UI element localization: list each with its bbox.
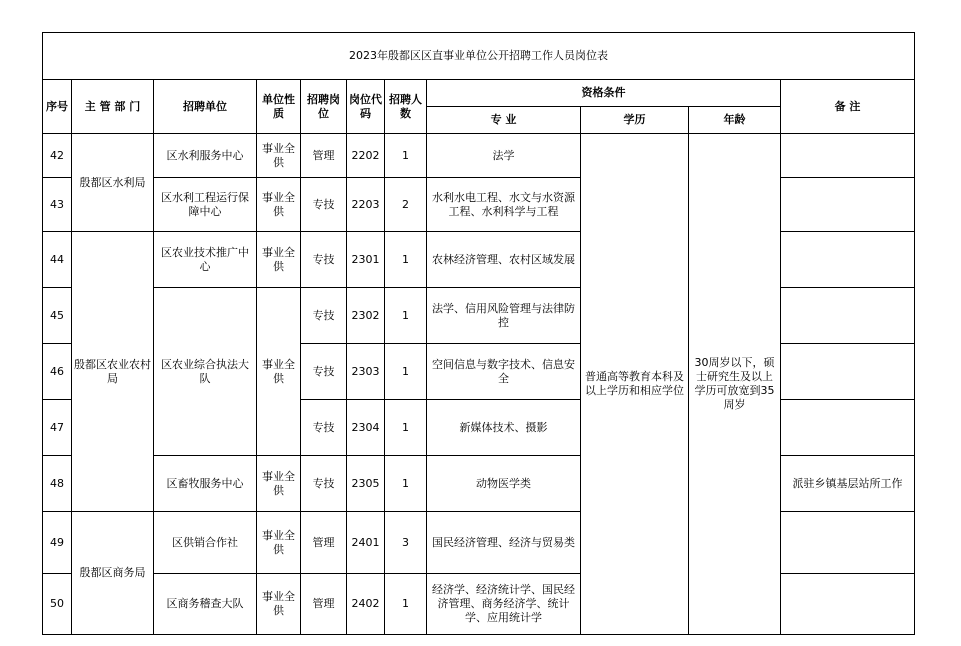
note-cell [781, 400, 915, 456]
code-cell: 2402 [347, 574, 385, 635]
table-row [43, 178, 915, 232]
count-cell: 2 [385, 178, 427, 232]
table-row [43, 134, 915, 178]
post-cell: 专技 [301, 288, 347, 344]
post-cell: 专技 [301, 344, 347, 400]
major-cell: 农林经济管理、农村区域发展 [427, 232, 581, 288]
header-code: 岗位代码 [347, 80, 385, 134]
code-cell: 2203 [347, 178, 385, 232]
major-cell: 经济学、经济统计学、国民经济管理、商务经济学、统计学、应用统计学 [427, 574, 581, 635]
count-cell: 1 [385, 344, 427, 400]
header-dept: 主 管 部 门 [72, 80, 154, 134]
note-cell [781, 134, 915, 178]
row-no: 48 [43, 456, 72, 512]
note-cell [781, 178, 915, 232]
table-title: 2023年殷都区区直事业单位公开招聘工作人员岗位表 [43, 33, 915, 80]
header-qual: 资格条件 [427, 80, 781, 107]
header-note: 备 注 [781, 80, 915, 134]
row-no: 44 [43, 232, 72, 288]
post-cell: 专技 [301, 400, 347, 456]
header-count: 招聘人数 [385, 80, 427, 134]
major-cell: 法学、信用风险管理与法律防控 [427, 288, 581, 344]
row-no: 50 [43, 574, 72, 635]
note-cell [781, 288, 915, 344]
post-cell: 管理 [301, 134, 347, 178]
table-row [43, 288, 915, 344]
header-seq: 序号 [43, 80, 72, 134]
note-cell [781, 574, 915, 635]
nature-cell: 事业全供 [257, 456, 301, 512]
count-cell: 1 [385, 134, 427, 178]
nature-cell: 事业全供 [257, 134, 301, 178]
nature-cell: 事业全供 [257, 574, 301, 635]
row-no: 47 [43, 400, 72, 456]
count-cell: 1 [385, 456, 427, 512]
header-age: 年龄 [689, 107, 781, 134]
unit-cell: 区水利服务中心 [154, 134, 257, 178]
table-row [43, 232, 915, 288]
major-cell: 动物医学类 [427, 456, 581, 512]
nature-cell: 事业全供 [257, 232, 301, 288]
dept-cell: 殷都区水利局 [72, 134, 154, 232]
note-cell [781, 344, 915, 400]
note-cell [781, 232, 915, 288]
recruitment-table [42, 32, 915, 635]
table-row [43, 512, 915, 574]
major-cell: 水利水电工程、水文与水资源工程、水利科学与工程 [427, 178, 581, 232]
unit-cell: 区水利工程运行保障中心 [154, 178, 257, 232]
code-cell: 2304 [347, 400, 385, 456]
post-cell: 专技 [301, 232, 347, 288]
age-cell: 30周岁以下，硕士研究生及以上学历可放宽到35周岁 [689, 134, 781, 635]
header-edu: 学历 [581, 107, 689, 134]
row-no: 46 [43, 344, 72, 400]
nature-cell: 事业全供 [257, 288, 301, 456]
code-cell: 2303 [347, 344, 385, 400]
note-cell [781, 512, 915, 574]
major-cell: 国民经济管理、经济与贸易类 [427, 512, 581, 574]
major-cell: 新媒体技术、摄影 [427, 400, 581, 456]
row-no: 42 [43, 134, 72, 178]
count-cell: 1 [385, 288, 427, 344]
code-cell: 2301 [347, 232, 385, 288]
header-nature: 单位性质 [257, 80, 301, 134]
count-cell: 1 [385, 232, 427, 288]
count-cell: 1 [385, 400, 427, 456]
major-cell: 法学 [427, 134, 581, 178]
nature-cell: 事业全供 [257, 512, 301, 574]
unit-cell: 区农业技术推广中心 [154, 232, 257, 288]
nature-cell: 事业全供 [257, 178, 301, 232]
unit-cell: 区供销合作社 [154, 512, 257, 574]
edu-cell: 普通高等教育本科及以上学历和相应学位 [581, 134, 689, 635]
code-cell: 2305 [347, 456, 385, 512]
unit-cell: 区商务稽查大队 [154, 574, 257, 635]
code-cell: 2202 [347, 134, 385, 178]
count-cell: 1 [385, 574, 427, 635]
major-cell: 空间信息与数字技术、信息安全 [427, 344, 581, 400]
post-cell: 专技 [301, 456, 347, 512]
note-cell: 派驻乡镇基层站所工作 [781, 456, 915, 512]
unit-cell: 区畜牧服务中心 [154, 456, 257, 512]
code-cell: 2401 [347, 512, 385, 574]
code-cell: 2302 [347, 288, 385, 344]
dept-cell: 殷都区农业农村局 [72, 232, 154, 512]
row-no: 43 [43, 178, 72, 232]
table-row [43, 456, 915, 512]
header-unit: 招聘单位 [154, 80, 257, 134]
count-cell: 3 [385, 512, 427, 574]
dept-cell: 殷都区商务局 [72, 512, 154, 635]
header-post: 招聘岗位 [301, 80, 347, 134]
table-row [43, 574, 915, 635]
post-cell: 专技 [301, 178, 347, 232]
post-cell: 管理 [301, 574, 347, 635]
row-no: 45 [43, 288, 72, 344]
row-no: 49 [43, 512, 72, 574]
post-cell: 管理 [301, 512, 347, 574]
header-major: 专 业 [427, 107, 581, 134]
unit-cell: 区农业综合执法大队 [154, 288, 257, 456]
